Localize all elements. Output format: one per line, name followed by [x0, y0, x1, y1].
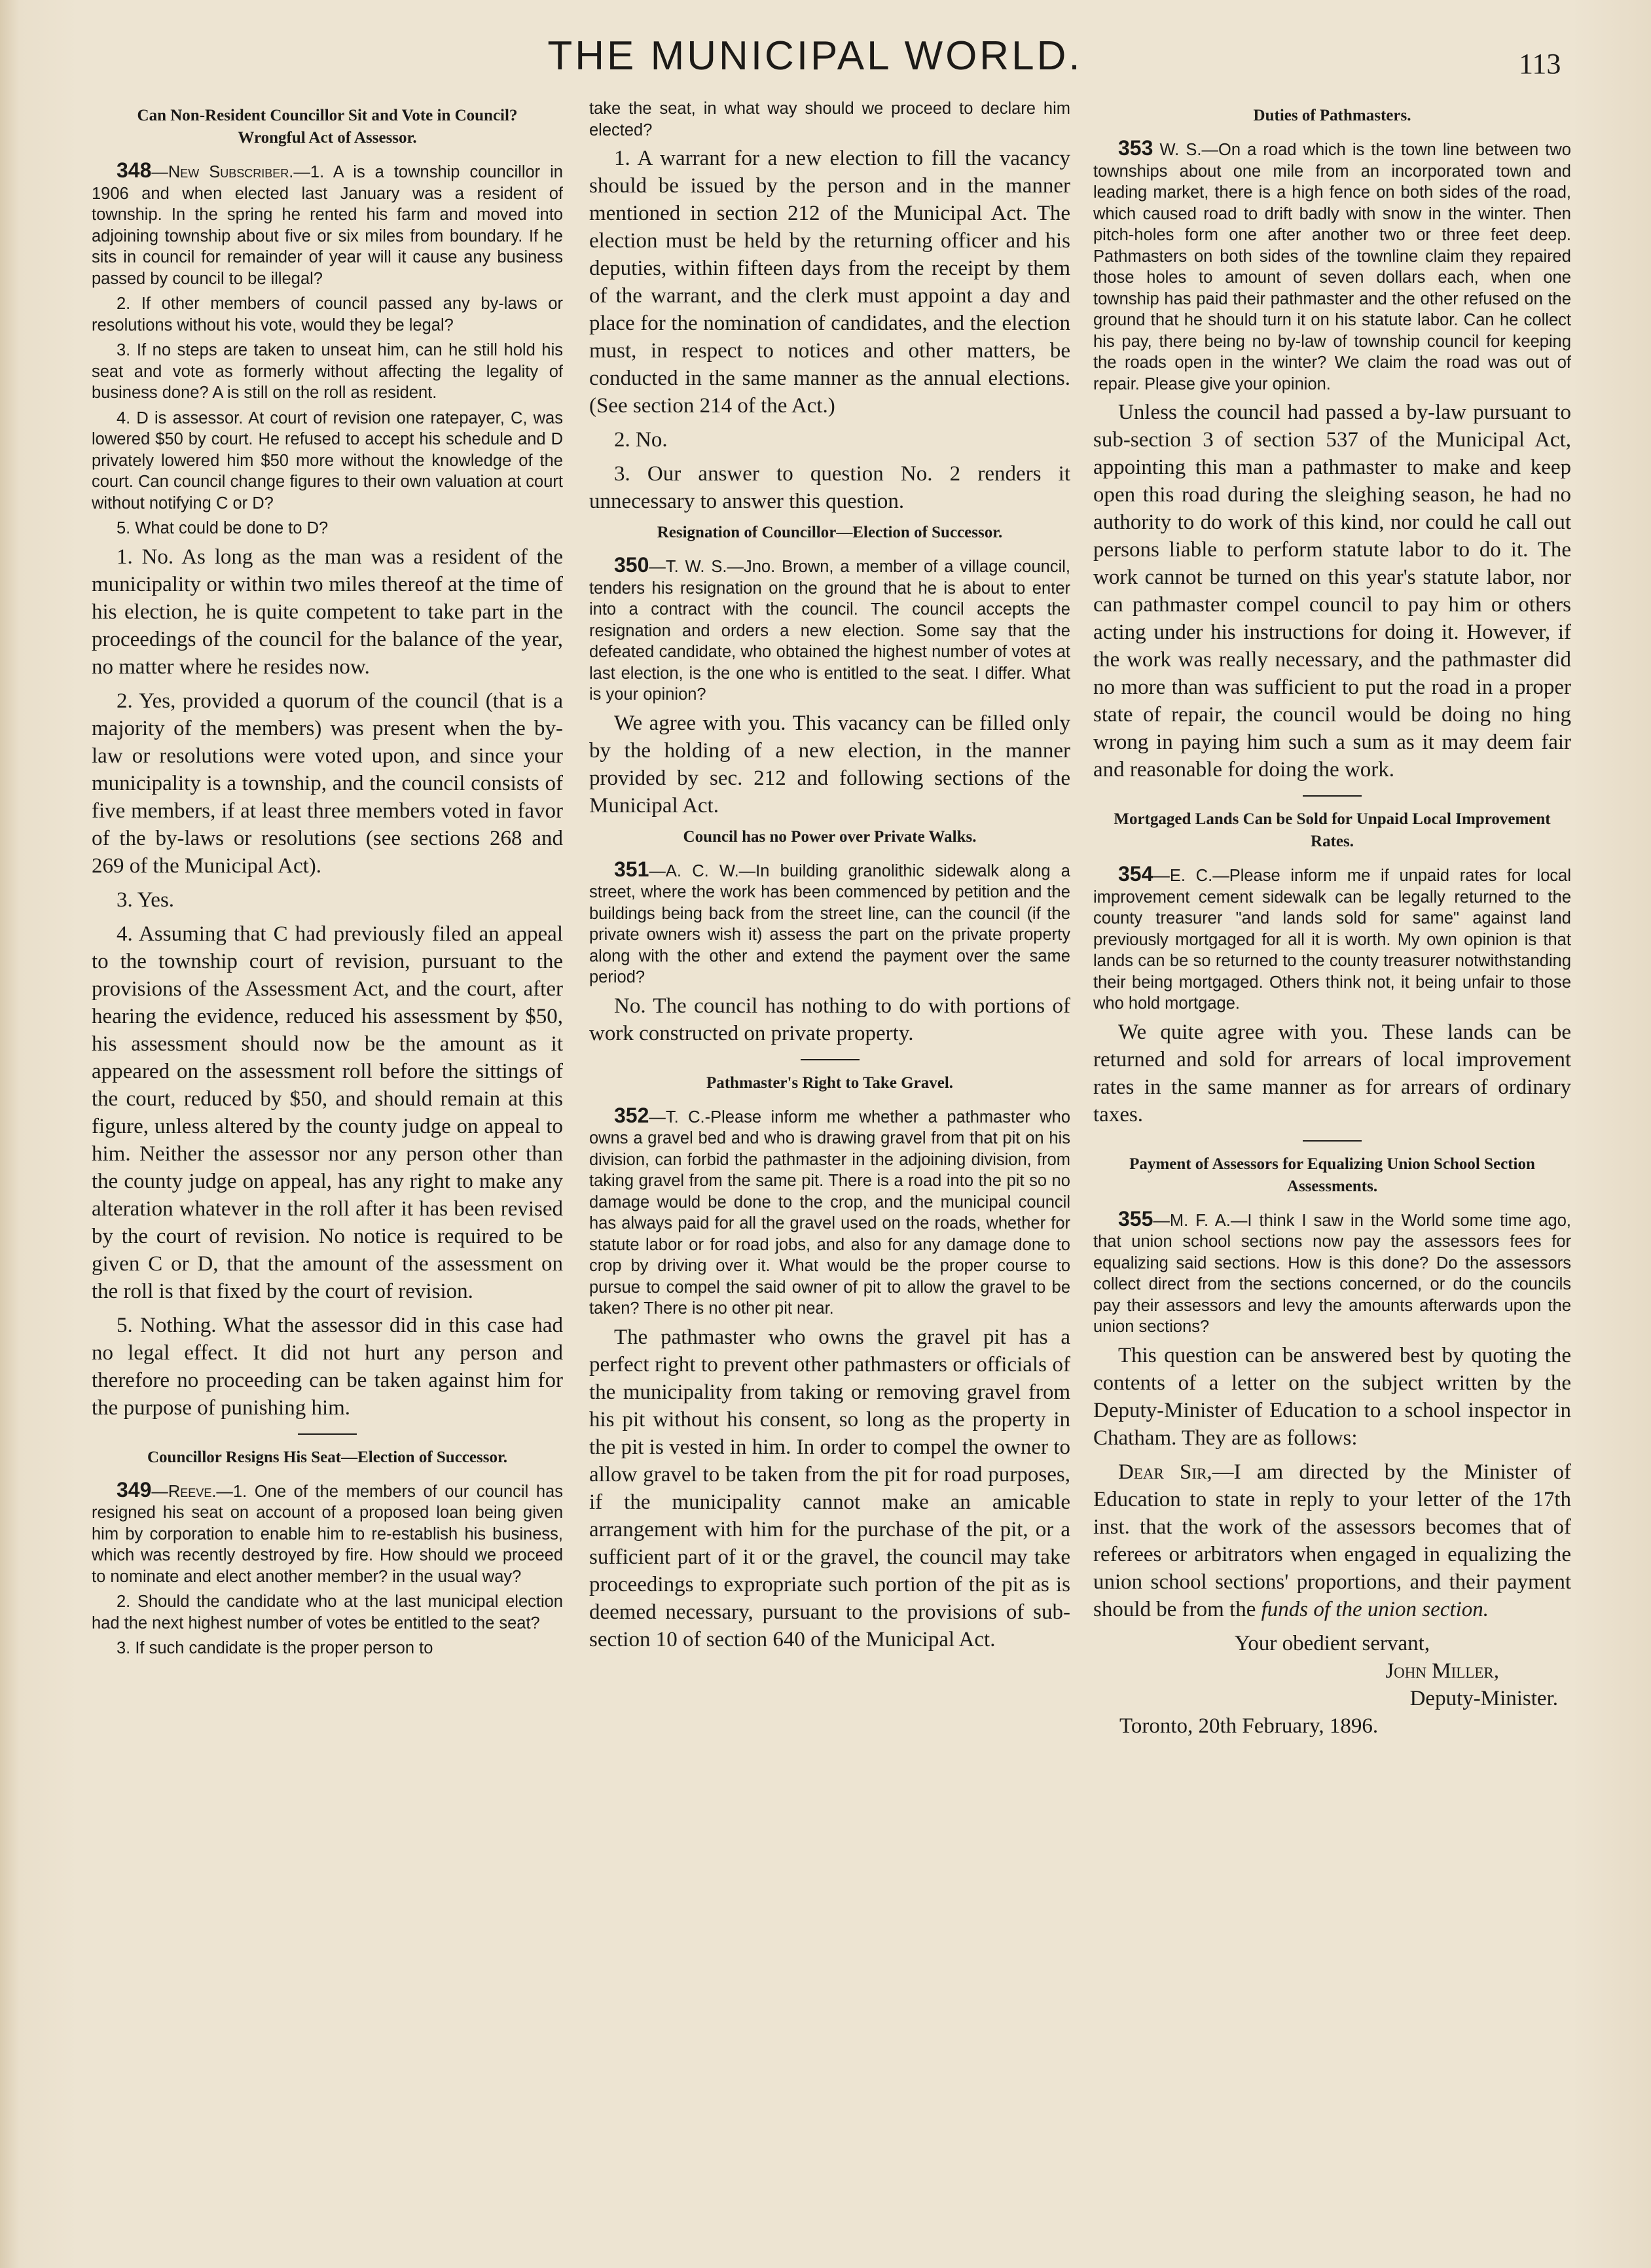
section-divider: [298, 1433, 357, 1435]
question-349-2: 2. Should the candidate who at the last municipal election had the next highest number of votes be entitled to the seat?: [92, 1593, 563, 1632]
question-348-4: 4. D is assessor. At court of revision one ratepayer, C, was lowered $50 by court. He refused to accept his schedule and D privately lowered him $50 more without the knowledge of the court. Can council change figures to their own valuation at court without notifying C or D?: [92, 408, 563, 513]
letter-signatory: John Miller,: [1385, 1659, 1499, 1683]
question-number: 353: [1118, 136, 1153, 160]
question-350: [589, 554, 1070, 706]
section-divider: [1303, 1140, 1362, 1142]
question-352: [589, 1105, 1070, 1320]
question-348-5: 5. What could be done to D?: [117, 519, 329, 537]
question-355: [1093, 1208, 1571, 1338]
question-number: 352: [614, 1103, 649, 1127]
question-351: [589, 859, 1070, 988]
section-heading-350: Resignation of Councillor—Election of Successor.: [657, 524, 1003, 541]
question-signature: —Reeve.: [151, 1482, 217, 1501]
publication-title: THE MUNICIPAL WORLD.: [547, 33, 1083, 79]
question-348-2: 2. If other members of council passed any by-laws or resolutions without his vote, would they be legal?: [92, 295, 563, 334]
page-number: 113: [1519, 48, 1561, 80]
answer-350: We agree with you. This vacancy can be filled only by the holding of a new election, in the manner provided by sec. 212 and following sections of the Municipal Act.: [589, 711, 1070, 818]
answer-349-2: 2. No.: [614, 428, 668, 452]
answer-354: We quite agree with you. These lands can be returned and sold for arrears of local improvement rates in the same manner as for arrears of ordinary taxes.: [1093, 1020, 1571, 1126]
question-348: [92, 160, 563, 289]
section-heading-348: Can Non-Resident Councillor Sit and Vote in Council? Wrongful Act of Assessor.: [137, 107, 518, 147]
question-signature: —T. W. S.: [649, 558, 727, 576]
question-text: —In building granolithic sidewalk along a street, where the work has been commenced by petition and the buildings being back from the street line, can the council (if the private owners wish it) assess the part on the private property along with the other and extend the payment over the same period?: [589, 861, 1070, 986]
question-signature: —M. F. A.: [1153, 1211, 1231, 1230]
answer-349-1: 1. A warrant for a new election to fill the vacancy should be issued by the person and in the manner mentioned in section 212 of the Municipal Act. The election must be held by the returning officer and his deputies, within fifteen days from the receipt by them of the warrant, and the clerk must appoint a day and place for the nomination of candidates, and the election must, in respect to notices and other matters, be conducted in the same manner as the annual elections. (See section 214 of the Act.): [589, 147, 1070, 418]
section-heading-355: Payment of Assessors for Equalizing Union School Section Assessments.: [1129, 1155, 1535, 1195]
question-text: —I think I saw in the World some time ago, that union school sections now pay the assessors fees for equalizing said sections. How is this done? Do the assessors collect direct from the sections concerned, or do the councils pay their assessors and levy the amounts afterwards upon the union sections?: [1093, 1211, 1571, 1336]
letter-signatory-title: Deputy-Minister.: [1409, 1686, 1558, 1710]
answer-348-3: 3. Yes.: [117, 888, 175, 912]
question-353: [1093, 137, 1571, 395]
question-signature: —New Subscriber.: [151, 163, 294, 181]
section-heading-351: Council has no Power over Private Walks.: [683, 827, 977, 846]
answer-348-5: 5. Nothing. What the assessor did in this case had no legal effect. It did not hurt any person and therefore no proceeding can be taken against him for the purpose of punishing him.: [92, 1313, 563, 1420]
question-signature: —E. C.: [1153, 867, 1213, 885]
question-text: —Please inform me if unpaid rates for local improvement cement sidewalk can be legally returned to the county treasurer "and lands sold for same" against land previously mortgaged for all it is worth. My own opinion is that lands can be so returned to the county treasurer notwithstanding their being mortgaged. Others think not, it being unfair to those who hold mortgage.: [1093, 867, 1571, 1013]
question-number: 354: [1118, 862, 1153, 886]
section-divider: [1303, 795, 1362, 797]
column-left: [92, 98, 563, 2252]
question-349: [92, 1479, 563, 1588]
question-text: —On a road which is the town line between two townships about one mile from an incorporated town and leading market, there is a high fence on both sides of the road, which caused road to drift badly with snow in the winter. Then pitch-holes form one after another two or three feet deep. Pathmasters on both sides of the townline claim they repaired those holes to amount of seven dollars each, when one township has paid their pathmaster and the other refused on the ground that he should turn it on his statute labor. Can he collect his pay, there being no by-law of township council for keeping the roads open in the winter? We claim the road was out of repair. Please give your opinion.: [1093, 141, 1571, 393]
answer-348-4: 4. Assuming that C had previously filed an appeal to the township court of revision, pursuant to the provisions of the Assessment Act, and the court, after hearing the evidence, reduced his assessment by $50, his assessment should now be the amount as it appeared on the assessment roll before the sittings of the court, reduced by $50, and should remain at this figure, unless altered by the county judge on appeal to him. Neither the assessor nor any person other than the county judge on appeal, has any right to make any alteration whatever in the roll after it has been revised by the court of revision. No notice is required to be given C or D, that the amount of the assessment on the roll is that fixed by the court of revision.: [92, 922, 563, 1303]
quoted-letter-body: [1093, 1458, 1571, 1623]
question-number: 350: [614, 553, 649, 577]
letter-salutation: Dear Sir,: [1118, 1460, 1212, 1484]
section-heading-354: Mortgaged Lands Can be Sold for Unpaid Local Improvement Rates.: [1114, 810, 1551, 850]
question-number: 348: [117, 158, 152, 182]
letter-closing: Your obedient servant,: [1234, 1631, 1430, 1655]
section-divider: [801, 1059, 860, 1060]
question-349-3-continued: take the seat, in what way should we proceed to declare him elected?: [589, 99, 1070, 139]
section-heading-349: Councillor Resigns His Seat—Election of Successor.: [147, 1448, 507, 1466]
column-right: [1093, 98, 1571, 2252]
question-signature: —A. C. W.: [649, 861, 739, 880]
answer-355: This question can be answered best by quoting the contents of a letter on the subject written by the Deputy-Minister of Education to a school inspector in Chatham. They are as follows:: [1093, 1343, 1571, 1450]
answer-352: The pathmaster who owns the gravel pit has a perfect right to prevent other pathmasters or officials of the municipality from taking or removing gravel from his pit without his consent, so long as the property in the pit is vested in him. In order to compel the owner to allow gravel to be taken from the pit for road purposes, if the municipality cannot make an amicable arrangement with him for the purchase of the pit, or a sufficient part of it or the gravel, the council may take proceedings to expropriate such portion of the pit as is deemed necessary, pursuant to the provisions of sub-section 10 of section 640 of the Municipal Act.: [589, 1325, 1070, 1651]
answer-348-2: 2. Yes, provided a quorum of the council (that is a majority of the members) was present when the by-law or resolutions were voted upon, and since your municipality is a township, and the council consists of five members, if at least three members voted in favor of the by-laws or resolutions (see sections 268 and 269 of the Municipal Act).: [92, 689, 563, 878]
column-middle: [589, 98, 1070, 2252]
question-number: 355: [1118, 1206, 1153, 1231]
question-text: -Please inform me whether a pathmaster who owns a gravel bed and who is drawing gravel from that pit on his division, can forbid the pathmaster in the adjoining division, from taking gravel from the same pit. There is a road into the pit so no damage would be done to the crop, and the municipal council has always paid for all the gravel used on the roads, whether for statute labor or for road jobs, and also for any damage done to crop by driving over it. What would be the proper course to pursue to compel the said owner of pit to allow the gravel to be taken? There is no other pit near.: [589, 1107, 1070, 1318]
answer-348-1: 1. No. As long as the man was a resident of the municipality or within two miles thereof at the time of his election, he is quite competent to take part in the proceedings of the council for the balance of the year, no matter where he resides now.: [92, 545, 563, 679]
letter-text-italic: funds of the union section.: [1261, 1597, 1489, 1621]
question-signature: —T. C.: [649, 1107, 705, 1126]
question-number: 351: [614, 857, 649, 881]
section-heading-352: Pathmaster's Right to Take Gravel.: [706, 1073, 954, 1092]
question-signature: W. S.: [1159, 141, 1202, 159]
question-text: —1. A is a township councillor in 1906 and when elected last January was a resident of township. In the spring he rented his farm and moved into adjoining township about five or six miles from boundary. If he sits in council for remainder of year will it cause any business passed by council to be illegal?: [92, 163, 563, 288]
answer-349-3: 3. Our answer to question No. 2 renders it unnecessary to answer this question.: [589, 462, 1070, 513]
answer-353: Unless the council had passed a by-law pursuant to sub-section 3 of section 537 of the Municipal Act, appointing this man a pathmaster to make and keep open this road during the sleighing season, he had no authority to do work of this kind, nor could he call out persons liable to perform statute labor to do it. The work cannot be turned on this year's statute labor, nor can pathmaster compel council to pay him or others acting under his instructions for doing it. However, if the work was really necessary, and the pathmaster did no more than was sufficient to put the road in a proper state of repair, the council would be doing no hing wrong in paying him such a sum as it may deem fair and reasonable for doing the work.: [1093, 401, 1571, 782]
answer-351: No. The council has nothing to do with portions of work constructed on private property.: [589, 994, 1070, 1045]
letter-text: —I am directed by the Minister of Education to state in reply to your letter of the 17th inst. that the work of the assessors becomes that of referees or arbitrators when engaged in equalizing the union school sections' proportions, and their payment should be from the: [1093, 1460, 1571, 1621]
question-number: 349: [117, 1477, 152, 1502]
question-text: —Jno. Brown, a member of a village council, tenders his resignation on the ground that he is about to enter into a contract with the council. The council accepts the resignation and orders a new election. Some say that the defeated candidate, who obtained the highest number of votes at last election, is the one who is entitled to the seat. I differ. What is your opinion?: [589, 558, 1070, 704]
question-text: —1. One of the members of our council has resigned his seat on account of a proposed loan being given him by corporation to enable him to re-establish his business, which was recently destroyed by fire. How should we proceed to nominate and elect another member? in the usual way?: [92, 1482, 563, 1586]
question-354: [1093, 863, 1571, 1015]
question-349-3: 3. If such candidate is the proper person to: [117, 1639, 433, 1657]
section-heading-353: Duties of Pathmasters.: [1253, 107, 1411, 124]
letter-place-date: Toronto, 20th February, 1896.: [1119, 1714, 1379, 1738]
masthead: [0, 33, 1651, 92]
question-348-3: 3. If no steps are taken to unseat him, can he still hold his seat and vote as formerly without affecting the legality of business done? A is still on the roll as resident.: [92, 341, 563, 402]
